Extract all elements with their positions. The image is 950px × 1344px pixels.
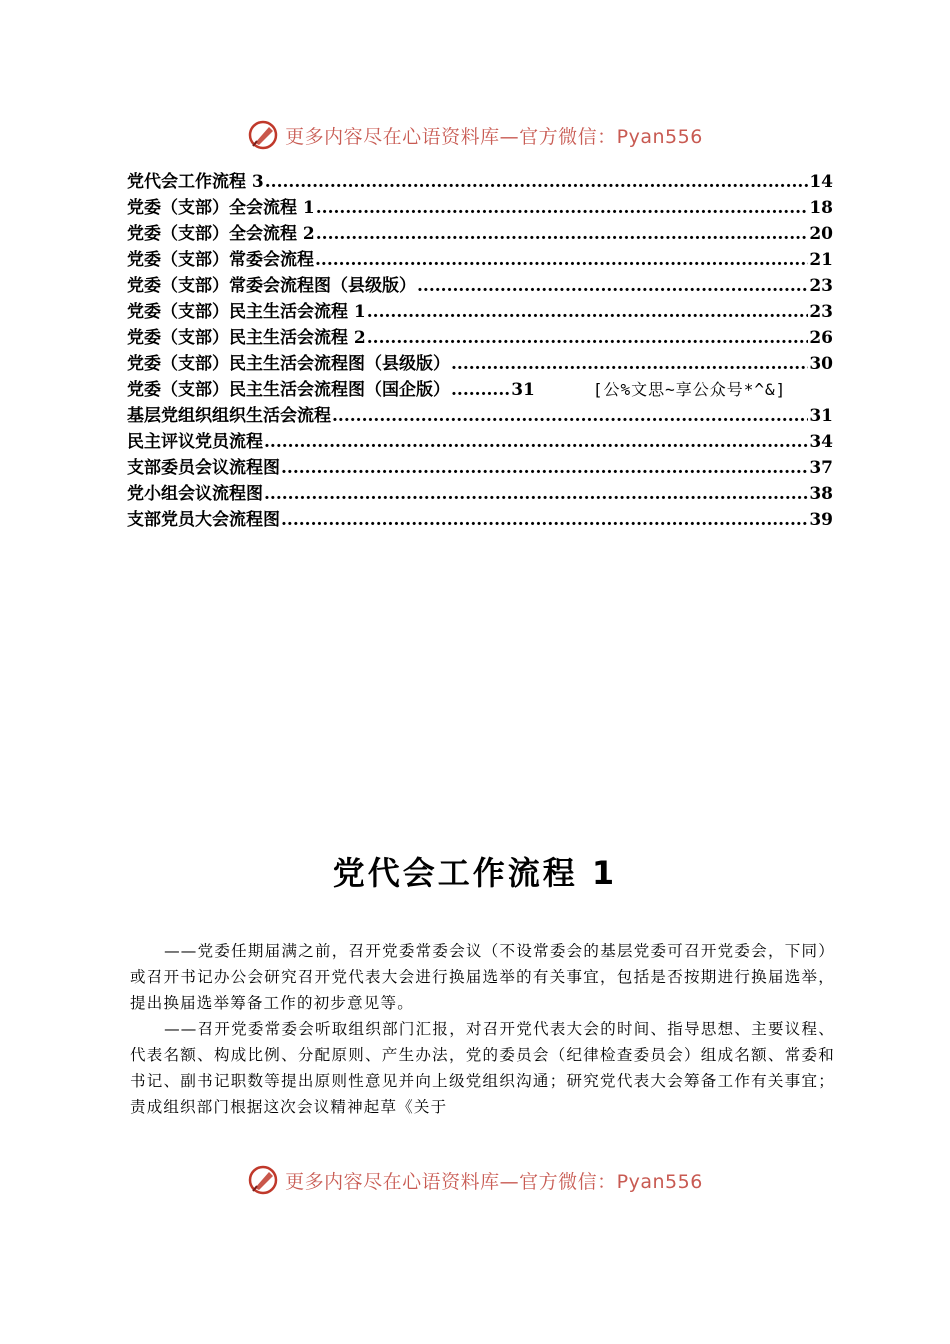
toc-entry[interactable]: 支部党员大会流程图 ..... 39 [127, 505, 833, 531]
quill-logo-icon [247, 1164, 279, 1196]
toc-entry[interactable]: 基层党组织组织生活会流程 ..... 31 [127, 401, 833, 427]
toc-entry[interactable]: 党代会工作流程 3 ..... 14 [127, 167, 833, 193]
watermark-note: [公%文思~享公众号*^&] [592, 380, 787, 399]
header-watermark-banner [0, 115, 950, 155]
quill-logo-icon [247, 119, 279, 151]
toc-entry[interactable]: 党委（支部）民主生活会流程图（国企版） ..... 31 [公%文思~享公众号*^&] [127, 375, 833, 401]
section-title: 党代会工作流程 1 [332, 854, 618, 892]
toc-entry[interactable]: 党委（支部）全会流程 2 ..... 20 [127, 219, 833, 245]
body-paragraph: ——党委任期届满之前，召开党委常委会议（不设常委会的基层党委可召开党委会，下同）或召开书记办公会研究召开党代表大会进行换届选举的有关事宜，包括是否按期进行换届选举，提出换届选举筹备工作的初步意见等。 [130, 942, 835, 1012]
table-of-contents [127, 167, 833, 531]
toc-entry[interactable]: 党委（支部）全会流程 1 ..... 18 [127, 193, 833, 219]
toc-entry[interactable]: 党委（支部）常委会流程 ..... 21 [127, 245, 833, 271]
toc-entry[interactable]: 党委（支部）民主生活会流程 2 ..... 26 [127, 323, 833, 349]
banner-text: 更多内容尽在心语资料库—官方微信：Pyan556 [285, 1170, 703, 1193]
banner-text: 更多内容尽在心语资料库—官方微信：Pyan556 [285, 125, 703, 148]
toc-entry[interactable]: 党委（支部）民主生活会流程 1 ..... 23 [127, 297, 833, 323]
body-paragraph: ——召开党委常委会听取组织部门汇报，对召开党代表大会的时间、指导思想、主要议程、代表名额、构成比例、分配原则、产生办法，党的委员会（纪律检查委员会）组成名额、常委和书记、副书记职数等提出原则性意见并向上级党组织沟通；研究党代表大会筹备工作有关事宜；责成组织部门根据这次会议精神起草《关于 [130, 1020, 835, 1116]
toc-entry[interactable]: 支部委员会议流程图 ..... 37 [127, 453, 833, 479]
section-body [130, 938, 835, 1120]
toc-entry[interactable]: 党委（支部）常委会流程图（县级版） ..... 23 [127, 271, 833, 297]
footer-watermark-banner [0, 1160, 950, 1200]
toc-entry[interactable]: 民主评议党员流程 ..... 34 [127, 427, 833, 453]
toc-entry[interactable]: 党委（支部）民主生活会流程图（县级版） ..... 30 [127, 349, 833, 375]
toc-entry[interactable]: 党小组会议流程图 ..... 38 [127, 479, 833, 505]
